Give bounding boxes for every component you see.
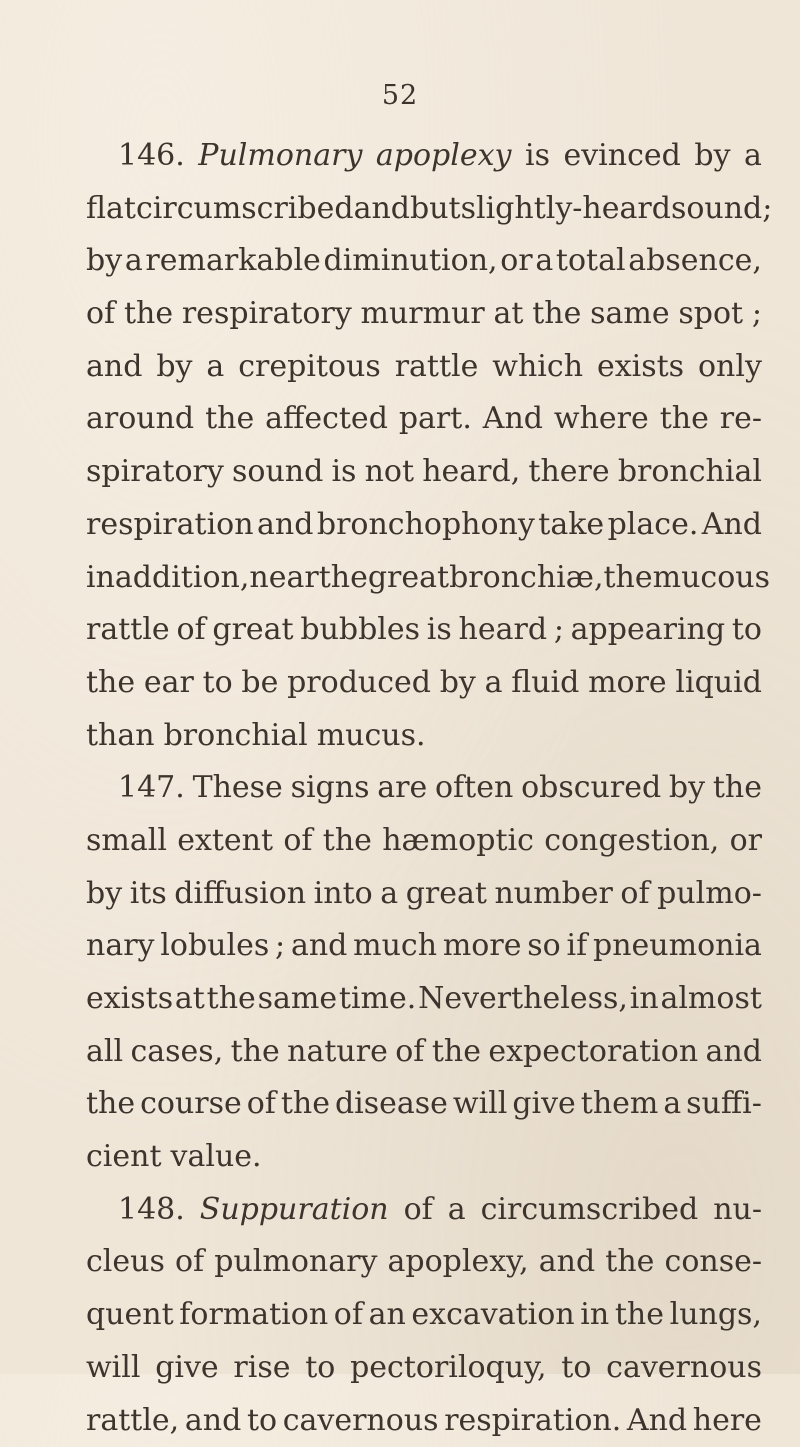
word: total <box>556 235 626 288</box>
text-line <box>86 130 762 183</box>
word: circumscribed <box>481 1184 699 1237</box>
text-line <box>86 1078 762 1131</box>
word: and <box>539 1236 595 1289</box>
word: lobules <box>160 920 269 973</box>
word: pectoriloquy, <box>350 1342 547 1395</box>
word: excavation <box>411 1289 574 1342</box>
page-number: 52 <box>0 80 800 111</box>
text-line <box>86 288 762 341</box>
word: rattle <box>86 604 170 657</box>
word: a <box>380 868 398 921</box>
text-line <box>86 868 762 921</box>
text-line <box>86 657 762 710</box>
word: if <box>567 920 588 973</box>
text-line <box>86 393 762 446</box>
text-line <box>86 1026 762 1079</box>
text-line <box>86 920 762 973</box>
text-line <box>86 604 762 657</box>
word: lungs, <box>670 1289 762 1342</box>
word: respiration. <box>444 1395 621 1447</box>
word: at <box>175 973 205 1026</box>
text-line <box>86 446 762 499</box>
word: of <box>175 1236 204 1289</box>
word: will <box>453 1078 507 1131</box>
word: more <box>588 657 667 710</box>
word: at <box>494 288 524 341</box>
word: number <box>494 868 612 921</box>
word: slightly-heard <box>461 183 671 236</box>
word: expectoration <box>488 1026 698 1079</box>
word: an <box>369 1289 406 1342</box>
word: where <box>554 393 649 446</box>
text-line <box>86 499 762 552</box>
word: of <box>86 288 115 341</box>
word: diminution, <box>324 235 498 288</box>
word: 148. <box>118 1184 185 1237</box>
word: cases, <box>130 1026 223 1079</box>
word: the <box>319 552 368 605</box>
word: the <box>532 288 581 341</box>
word: hæmoptic <box>382 815 534 868</box>
text-line <box>86 762 762 815</box>
word: Pulmonary <box>198 130 362 183</box>
word: not <box>365 446 414 499</box>
word: heard, <box>422 446 520 499</box>
word: the <box>124 288 173 341</box>
word: time. <box>339 973 416 1026</box>
word: And <box>483 393 543 446</box>
word: apoplexy <box>376 130 512 183</box>
word: sound <box>232 446 323 499</box>
word: bubbles <box>300 604 420 657</box>
word: rattle <box>395 341 479 394</box>
word: extent <box>177 815 273 868</box>
word: a <box>485 657 503 710</box>
text-line <box>86 1395 762 1447</box>
word: signs <box>291 762 370 815</box>
word: exists <box>597 341 684 394</box>
word: the <box>660 393 709 446</box>
word: produced <box>287 657 431 710</box>
word: pulmonary <box>214 1236 377 1289</box>
word: cient <box>86 1131 162 1184</box>
word: and <box>86 341 142 394</box>
word: congestion, <box>544 815 719 868</box>
word: cavernous <box>606 1342 762 1395</box>
word: Nevertheless, <box>418 973 628 1026</box>
word: ; <box>554 604 564 657</box>
word: in <box>86 552 115 605</box>
word: bronchial <box>618 446 762 499</box>
word: cleus <box>86 1236 165 1289</box>
word: the <box>713 762 762 815</box>
word: rise <box>233 1342 290 1395</box>
word: by <box>86 868 122 921</box>
word: the <box>615 1289 664 1342</box>
word: often <box>435 762 513 815</box>
word: liquid <box>675 657 762 710</box>
word: and <box>354 183 410 236</box>
word: pulmo- <box>657 868 762 921</box>
word: and <box>185 1395 241 1447</box>
text-line <box>86 1289 762 1342</box>
word: the <box>86 657 135 710</box>
word: to <box>203 657 233 710</box>
word: remarkable <box>145 235 320 288</box>
word: near <box>249 552 318 605</box>
word: of <box>334 1289 363 1342</box>
word: course <box>140 1078 242 1131</box>
word: around <box>86 393 194 446</box>
word: by <box>440 657 476 710</box>
word: 147. <box>118 762 185 815</box>
word: ; <box>752 288 762 341</box>
word: nary <box>86 920 155 973</box>
word: exists <box>86 973 173 1026</box>
word: crepitous <box>238 341 381 394</box>
word: which <box>492 341 583 394</box>
word: so <box>527 920 560 973</box>
word: disease <box>335 1078 448 1131</box>
word: And <box>702 499 762 552</box>
word: or <box>730 815 762 868</box>
word: be <box>241 657 278 710</box>
word: the <box>603 552 652 605</box>
word: obscured <box>521 762 661 815</box>
word: formation <box>179 1289 328 1342</box>
word: small <box>86 815 167 868</box>
word: take <box>538 499 604 552</box>
word: quent <box>86 1289 174 1342</box>
word: Suppuration <box>200 1184 389 1237</box>
word: appearing <box>571 604 725 657</box>
word: same <box>258 973 337 1026</box>
body-text <box>86 130 762 1447</box>
word: rattle, <box>86 1395 179 1447</box>
text-line <box>86 552 762 605</box>
word: fluid <box>511 657 579 710</box>
word: great <box>368 552 449 605</box>
word: a <box>125 235 143 288</box>
word: a <box>744 130 762 183</box>
word: into <box>314 868 373 921</box>
word: by <box>694 130 730 183</box>
word: respiratory <box>182 288 352 341</box>
word: here <box>693 1395 762 1447</box>
word: to <box>732 604 762 657</box>
word: murmur <box>361 288 485 341</box>
word: or <box>500 235 532 288</box>
word: great <box>406 868 487 921</box>
word: but <box>410 183 461 236</box>
word: sound <box>671 183 762 236</box>
word: spiratory <box>86 446 224 499</box>
text-line <box>86 341 762 394</box>
text-line <box>86 183 762 236</box>
text-line <box>86 815 762 868</box>
word: of <box>404 1184 433 1237</box>
word: give <box>155 1342 219 1395</box>
word: there <box>528 446 609 499</box>
word: pneumonia <box>593 920 762 973</box>
word: all <box>86 1026 123 1079</box>
word: of <box>395 1026 424 1079</box>
word: flat <box>86 183 136 236</box>
text-line <box>86 235 762 288</box>
word: cavernous <box>283 1395 439 1447</box>
word: mucous <box>653 552 770 605</box>
word: its <box>130 868 167 921</box>
word: almost <box>660 973 761 1026</box>
word: nu- <box>713 1184 762 1237</box>
word: great <box>212 604 293 657</box>
word: than <box>86 710 155 763</box>
word: place. <box>608 499 699 552</box>
word: by <box>86 235 122 288</box>
text-line <box>86 1236 762 1289</box>
word: respiration <box>86 499 254 552</box>
word: of <box>247 1078 276 1131</box>
word: ; <box>762 183 772 236</box>
word: suffi- <box>686 1078 762 1131</box>
word: of <box>283 815 312 868</box>
word: These <box>193 762 283 815</box>
word: the <box>207 973 256 1026</box>
word: part. <box>399 393 472 446</box>
word: a <box>206 341 224 394</box>
word: and <box>291 920 347 973</box>
word: the <box>205 393 254 446</box>
word: the <box>432 1026 481 1079</box>
word: and <box>257 499 313 552</box>
word: by <box>156 341 192 394</box>
word: by <box>669 762 705 815</box>
word: a <box>663 1078 681 1131</box>
word: is <box>331 446 356 499</box>
word: them <box>581 1078 659 1131</box>
word: addition, <box>115 552 249 605</box>
word: affected <box>265 393 388 446</box>
word: will <box>86 1342 140 1395</box>
word: much <box>353 920 437 973</box>
word: same <box>590 288 669 341</box>
word: heard <box>459 604 548 657</box>
word: diffusion <box>174 868 306 921</box>
word: bronchophony <box>317 499 535 552</box>
word: bronchiæ, <box>449 552 603 605</box>
word: bronchial <box>164 710 308 763</box>
word: evinced <box>563 130 680 183</box>
word: is <box>427 604 452 657</box>
word: spot <box>678 288 743 341</box>
word: ear <box>144 657 194 710</box>
word: give <box>512 1078 576 1131</box>
word: nature <box>287 1026 388 1079</box>
word: apoplexy, <box>388 1236 529 1289</box>
word: are <box>377 762 427 815</box>
word: absence, <box>628 235 762 288</box>
word: ; <box>275 920 285 973</box>
word: the <box>605 1236 654 1289</box>
word: 146. <box>118 130 185 183</box>
word: only <box>698 341 762 394</box>
word: a <box>448 1184 466 1237</box>
word: of <box>176 604 205 657</box>
word: of <box>620 868 649 921</box>
word: value. <box>171 1131 262 1184</box>
text-line <box>86 1184 762 1237</box>
text-line <box>86 1131 762 1184</box>
word: re- <box>720 393 762 446</box>
text-line <box>86 710 762 763</box>
word: the <box>323 815 372 868</box>
word: is <box>525 130 550 183</box>
text-line <box>86 1342 762 1395</box>
word: circumscribed <box>136 183 354 236</box>
word: to <box>247 1395 277 1447</box>
word: in <box>580 1289 609 1342</box>
word: to <box>561 1342 591 1395</box>
word: And <box>627 1395 687 1447</box>
word: more <box>443 920 522 973</box>
word: the <box>231 1026 280 1079</box>
word: in <box>630 973 659 1026</box>
word: conse- <box>665 1236 762 1289</box>
word: mucus. <box>317 710 426 763</box>
word: the <box>86 1078 135 1131</box>
word: the <box>281 1078 330 1131</box>
word: to <box>305 1342 335 1395</box>
word: and <box>706 1026 762 1079</box>
word: a <box>535 235 553 288</box>
text-line <box>86 973 762 1026</box>
